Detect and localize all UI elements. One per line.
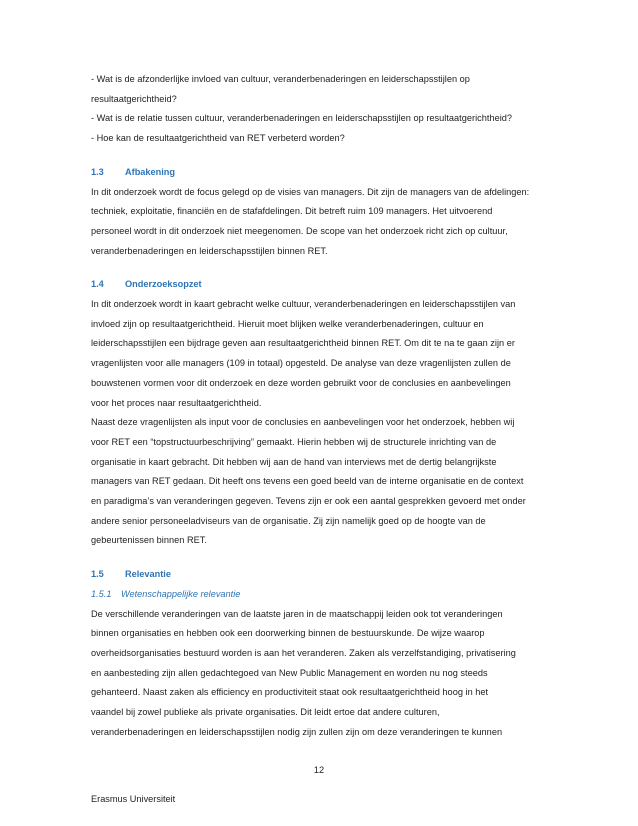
paragraph-line: De verschillende veranderingen van de laatste jaren in de maatschappij leiden ook tot veranderingen bbox=[91, 608, 503, 619]
paragraph-line: en aanbesteding zijn allen gedachtegoed van New Public Management en worden nu nog steeds bbox=[91, 667, 488, 678]
paragraph-line: binnen organisaties en hebben ook een doorwerking binnen de bestuurskunde. De wijze waarop bbox=[91, 628, 485, 639]
paragraph-line: managers van RET gedaan. Dit heeft ons tevens een goed beeld van de interne organisatie en de context bbox=[91, 476, 524, 487]
paragraph-line: en paradigma’s van veranderingen gegeven. Tevens zijn er ook een aantal gesprekken gevoerd met onder bbox=[91, 496, 526, 507]
section-number: 1.4 bbox=[91, 279, 104, 290]
subsection-title: Wetenschappelijke relevantie bbox=[121, 588, 241, 599]
section-relevantie bbox=[91, 565, 551, 742]
section-onderzoeksopzet bbox=[91, 275, 551, 551]
paragraph-line: andere senior personeeladviseurs van de organisatie. Zij zijn namelijk goed op de hoogte van de bbox=[91, 515, 486, 526]
section-heading bbox=[91, 163, 551, 183]
question-line: resultaatgerichtheid? bbox=[91, 93, 177, 104]
paragraph-line: invloed zijn op resultaatgerichtheid. Hieruit moet blijken welke veranderbenaderingen, cultuur en bbox=[91, 318, 484, 329]
paragraph-line: Naast deze vragenlijsten als input voor de conclusies en aanbevelingen voor het onderzoek, hebben wij bbox=[91, 417, 515, 428]
paragraph-line: overheidsorganisaties bestuurd worden is aan het veranderen. Zaken als verzelfstandiging, privatisering bbox=[91, 647, 516, 658]
paragraph-line: personeel wordt in dit onderzoek niet meegenomen. De scope van het onderzoek richt zich op cultuur, bbox=[91, 225, 508, 236]
paragraph-line: vragenlijsten voor alle managers (109 in totaal) opgesteld. De analyse van deze vragenlijsten zullen de bbox=[91, 358, 511, 369]
section-title: Onderzoeksopzet bbox=[125, 279, 202, 290]
paragraph-line: organisatie in kaart gebracht. Dit hebben wij aan de hand van interviews met de dertig belangrijkste bbox=[91, 456, 497, 467]
paragraph-line: vaandel bij zowel publieke als private organisaties. Dit leidt ertoe dat andere culturen, bbox=[91, 707, 440, 718]
paragraph-line: veranderbenaderingen en leiderschapsstijlen binnen RET. bbox=[91, 245, 328, 256]
paragraph-line: veranderbenaderingen en leiderschapsstijlen nodig zijn zullen zijn om deze veranderingen te kunnen bbox=[91, 726, 503, 737]
page-footer: Erasmus Universiteit bbox=[91, 794, 176, 804]
section-number: 1.5 bbox=[91, 569, 104, 580]
paragraph-line: In dit onderzoek wordt de focus gelegd op de visies van managers. Dit zijn de managers van de afdelingen: bbox=[91, 186, 530, 197]
paragraph-line: bouwstenen vormen voor dit onderzoek en deze worden gebruikt voor de conclusies en aanbevelingen bbox=[91, 377, 511, 388]
section-heading bbox=[91, 565, 551, 585]
paragraph-line: techniek, exploitatie, financiën en de stafafdelingen. Dit betreft ruim 109 managers. Het uitvoerend bbox=[91, 206, 493, 217]
subsection-number: 1.5.1 bbox=[91, 588, 112, 599]
document-body bbox=[91, 70, 551, 743]
section-number: 1.3 bbox=[91, 166, 104, 177]
section-title: Afbakening bbox=[125, 166, 176, 177]
section-heading bbox=[91, 275, 551, 295]
paragraph-line: In dit onderzoek wordt in kaart gebracht welke cultuur, veranderbenaderingen en leiderschapsstijlen van bbox=[91, 299, 516, 310]
question-line: - Wat is de afzonderlijke invloed van cultuur, veranderbenaderingen en leiderschapsstijlen op bbox=[91, 74, 470, 84]
paragraph-line: voor het proces naar resultaatgerichtheid. bbox=[91, 397, 262, 408]
paragraph-line: leiderschapsstijlen een bijdrage geven aan resultaatgerichtheid binnen RET. Om dit te na te gaan zijn er bbox=[91, 338, 515, 349]
question-line: - Hoe kan de resultaatgerichtheid van RET verbeterd worden? bbox=[91, 133, 345, 144]
section-title: Relevantie bbox=[125, 569, 171, 580]
page-number: 12 bbox=[313, 765, 325, 775]
paragraph-line: gehanteerd. Naast zaken als efficiency en productiviteit staat ook resultaatgerichtheid hoog in het bbox=[91, 687, 489, 698]
research-questions bbox=[91, 70, 551, 149]
paragraph-line: gebeurtenissen binnen RET. bbox=[91, 535, 207, 546]
section-afbakening bbox=[91, 163, 551, 262]
subsection-heading bbox=[91, 585, 551, 605]
paragraph-line: voor RET een “topstructuurbeschrijving” gemaakt. Hierin hebben wij de structurele inrichting van de bbox=[91, 436, 497, 447]
question-line: - Wat is de relatie tussen cultuur, veranderbenaderingen en leiderschapsstijlen op resultaatgerichtheid? bbox=[91, 113, 513, 124]
